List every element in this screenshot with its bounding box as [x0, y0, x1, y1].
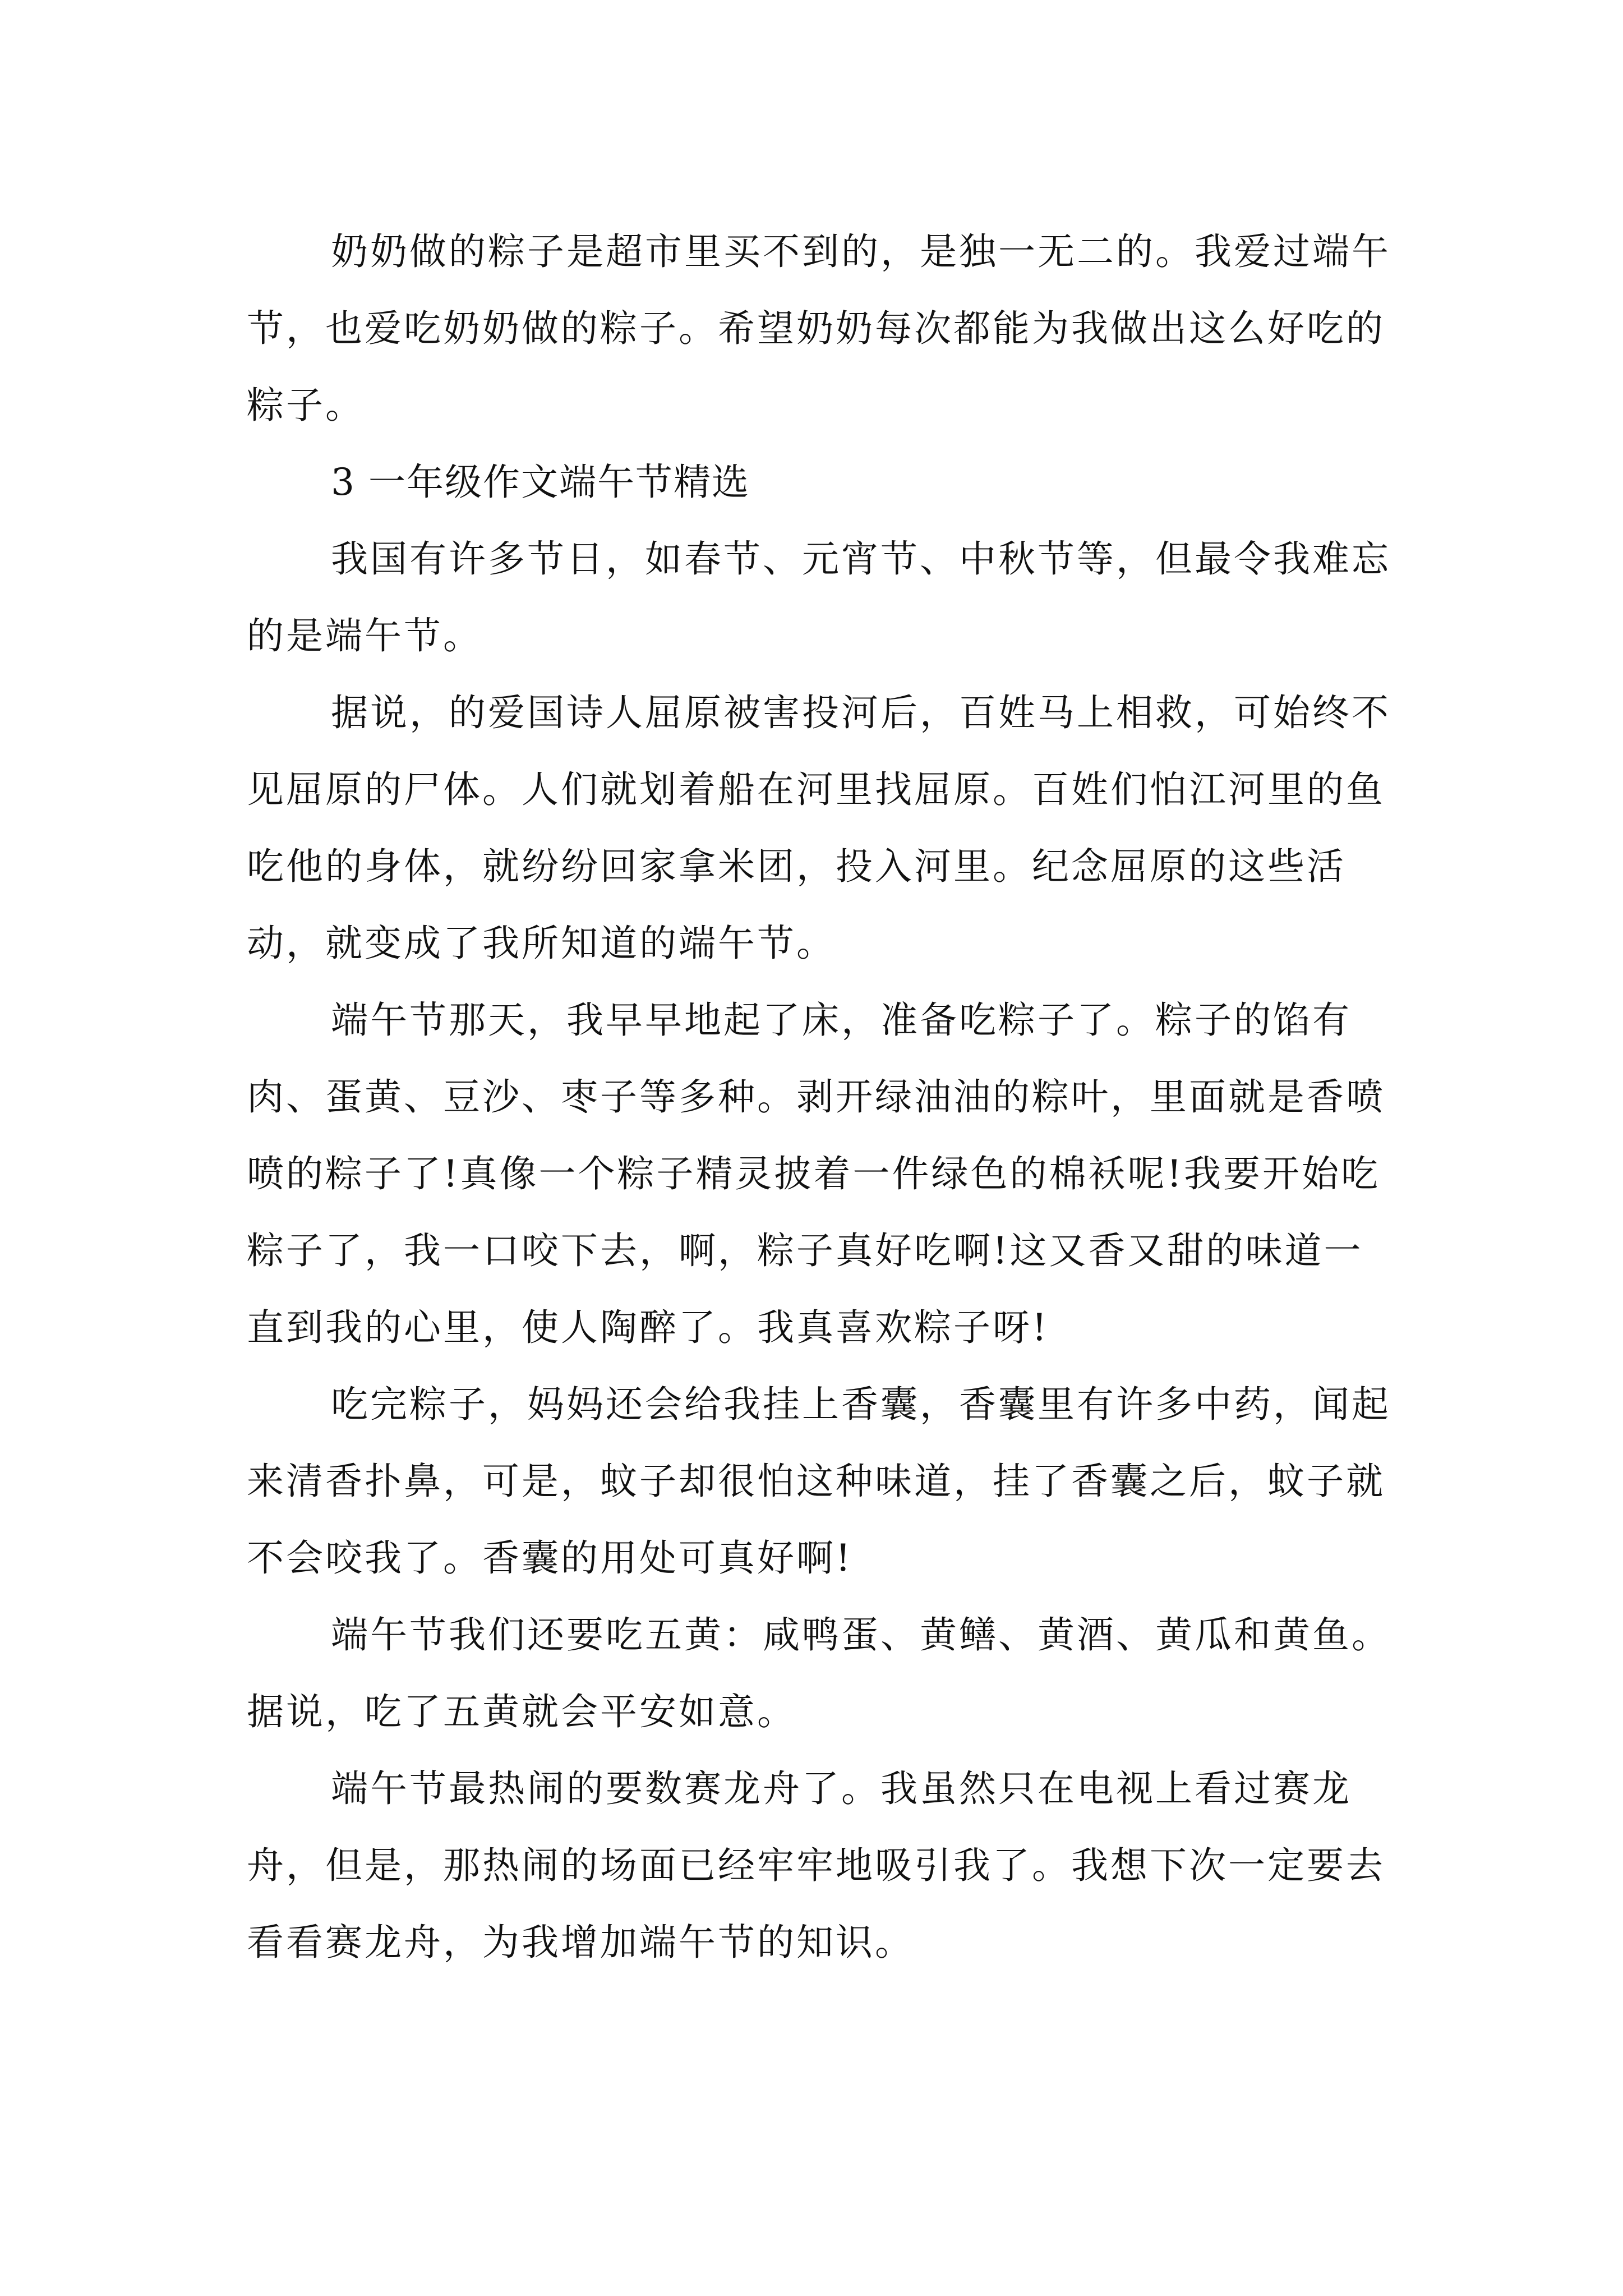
paragraph-qu-yuan: 据说，的爱国诗人屈原被害投河后，百姓马上相救，可始终不见屈原的尸体。人们就划着船在河里找屈原。百姓们怕江河里的鱼吃他的身体，就纷纷回家拿米团，投入河里。纪念屈原的这些活动，就变成了我所知道的端午节。: [247, 691, 1391, 965]
paragraph-grandma-zongzi: 奶奶做的粽子是超市里买不到的，是独一无二的。我爱过端午节，也爱吃奶奶做的粽子。希望奶奶每次都能为我做出这么好吃的粽子。: [247, 230, 1391, 427]
section-heading: 3 一年级作文端午节精选: [331, 461, 750, 504]
paragraph-dragon-boat: 端午节最热闹的要数赛龙舟了。我虽然只在电视上看过赛龙舟，但是，那热闹的场面已经牢牢地吸引我了。我想下次一定要去看看赛龙舟，为我增加端午节的知识。: [247, 1767, 1385, 1964]
paragraph-sachet: 吃完粽子，妈妈还会给我挂上香囊，香囊里有许多中药，闻起来清香扑鼻，可是，蚊子却很怕这种味道，挂了香囊之后，蚊子就不会咬我了。香囊的用处可真好啊!: [247, 1383, 1391, 1580]
document-body: [247, 213, 1394, 1981]
paragraph-eating-zongzi: 端午节那天，我早早地起了床，准备吃粽子了。粽子的馅有肉、蛋黄、豆沙、枣子等多种。剥开绿油油的粽叶，里面就是香喷喷的粽子了!真像一个粽子精灵披着一件绿色的棉袄呢!我要开始吃粽子了，我一口咬下去，啊，粽子真好吃啊!这又香又甜的味道一直到我的心里，使人陶醉了。我真喜欢粽子呀!: [247, 999, 1385, 1349]
paragraph-festivals: 我国有许多节日，如春节、元宵节、中秋节等，但最令我难忘的是端午节。: [247, 537, 1391, 657]
paragraph-five-yellows: 端午节我们还要吃五黄：咸鸭蛋、黄鳝、黄酒、黄瓜和黄鱼。据说，吃了五黄就会平安如意。: [247, 1613, 1391, 1733]
